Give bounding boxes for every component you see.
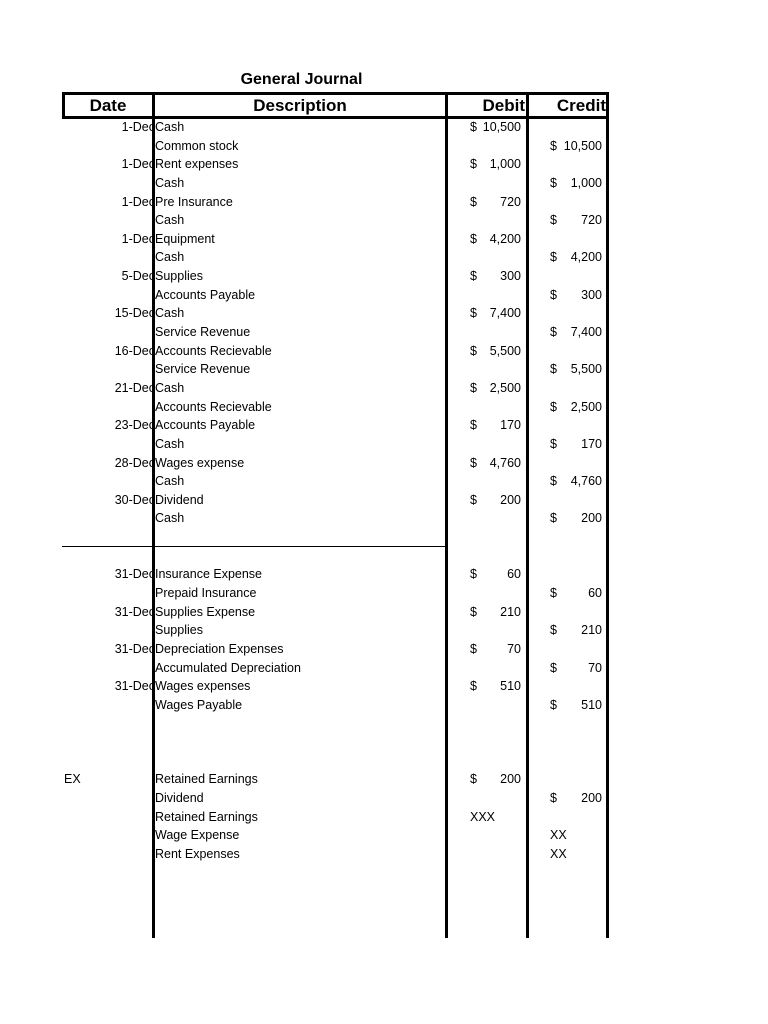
credit-currency: $ — [550, 287, 557, 302]
entry-description: Depreciation Expenses — [155, 641, 284, 656]
credit-amount: 210 — [581, 623, 602, 638]
credit-amount: 7,400 — [570, 325, 602, 340]
credit-currency: $ — [550, 399, 557, 414]
credit-amount: 4,760 — [570, 474, 602, 489]
debit-amount: 210 — [500, 604, 521, 619]
journal-row — [0, 155, 768, 174]
debit-amount: 510 — [500, 679, 521, 694]
debit-currency: $ — [470, 343, 477, 358]
entry-description: Dividend — [155, 492, 204, 507]
debit-currency: $ — [470, 306, 477, 321]
journal-row — [0, 677, 768, 696]
entry-description: Accumulated Depreciation — [155, 660, 301, 675]
journal-row — [0, 360, 768, 379]
credit-currency: $ — [550, 511, 557, 526]
credit-currency: $ — [550, 697, 557, 712]
journal-row — [0, 454, 768, 473]
journal-row — [0, 565, 768, 584]
entry-description: Cash — [155, 380, 185, 395]
entry-description: Cash — [155, 213, 185, 228]
debit-currency: $ — [470, 604, 477, 619]
debit-currency: $ — [470, 641, 477, 656]
credit-currency: $ — [550, 213, 557, 228]
entry-description: Equipment — [155, 231, 215, 246]
row-note: EX — [64, 772, 81, 787]
entry-description: Accounts Payable — [155, 418, 256, 433]
entry-description: Supplies — [155, 623, 203, 638]
entry-date: 31-Dec — [114, 679, 155, 694]
entry-description: Cash — [155, 436, 185, 451]
credit-amount: 170 — [581, 436, 602, 451]
entry-description: Prepaid Insurance — [155, 586, 257, 601]
credit-currency: $ — [550, 362, 557, 377]
date-header: Date — [89, 96, 127, 115]
journal-row — [0, 640, 768, 659]
entry-date: 31-Dec — [114, 641, 155, 656]
debit-currency: $ — [470, 455, 477, 470]
credit-currency: $ — [550, 436, 557, 451]
journal-title: General Journal — [240, 71, 363, 88]
journal-row — [0, 528, 768, 547]
entry-date: 30-Dec — [114, 492, 155, 507]
entry-description: Retained Earnings — [155, 772, 258, 787]
credit-currency: $ — [550, 660, 557, 675]
entry-description: Common stock — [155, 138, 239, 153]
credit-currency: $ — [550, 623, 557, 638]
credit-currency: $ — [550, 586, 557, 601]
debit-header: Debit — [482, 96, 525, 115]
journal-row — [0, 845, 768, 864]
journal-row — [0, 789, 768, 808]
debit-amount: 4,760 — [489, 455, 521, 470]
entry-description: Insurance Expense — [155, 567, 263, 582]
journal-row — [0, 770, 768, 789]
entry-description: Accounts Payable — [155, 287, 256, 302]
debit-amount: 70 — [507, 641, 521, 656]
entry-date: 5-Dec — [121, 269, 155, 284]
debit-amount: 170 — [500, 418, 521, 433]
entry-description: Cash — [155, 175, 185, 190]
credit-amount: 10,500 — [563, 138, 602, 153]
entry-date: 16-Dec — [114, 343, 155, 358]
entry-date: 31-Dec — [114, 567, 155, 582]
journal-row — [0, 752, 768, 771]
entry-date: 15-Dec — [114, 306, 155, 321]
debit-amount: 2,500 — [489, 380, 521, 395]
credit-amount: 60 — [588, 586, 602, 601]
journal-row — [0, 659, 768, 678]
debit-currency: $ — [470, 194, 477, 209]
entry-date: 21-Dec — [114, 380, 155, 395]
credit-amount: 200 — [581, 511, 602, 526]
journal-row — [0, 323, 768, 342]
description-header: Description — [253, 96, 347, 115]
entry-description: Supplies — [155, 269, 203, 284]
entry-description: Wages expense — [155, 455, 245, 470]
journal-row — [0, 211, 768, 230]
debit-currency: $ — [470, 231, 477, 246]
credit-amount: 5,500 — [570, 362, 602, 377]
debit-currency: $ — [470, 567, 477, 582]
journal-row — [0, 379, 768, 398]
credit-currency: $ — [550, 474, 557, 489]
journal-row — [0, 416, 768, 435]
section-separator — [62, 546, 447, 547]
debit-currency: $ — [470, 120, 477, 134]
credit-amount: 300 — [581, 287, 602, 302]
entry-description: Accounts Recievable — [155, 399, 272, 414]
debit-amount: 4,200 — [489, 231, 521, 246]
credit-amount: 70 — [588, 660, 602, 675]
debit-amount: 10,500 — [482, 120, 521, 134]
credit-amount: 510 — [581, 697, 602, 712]
entry-description: Wage Expense — [155, 828, 240, 843]
entry-description: Wages expenses — [155, 679, 251, 694]
debit-amount: 1,000 — [489, 157, 521, 172]
entry-date: 31-Dec — [114, 604, 155, 619]
entry-description: Cash — [155, 306, 185, 321]
journal-row — [0, 304, 768, 323]
entry-description: Cash — [155, 120, 185, 134]
entry-date: 28-Dec — [114, 455, 155, 470]
credit-header: Credit — [556, 96, 606, 115]
entry-date: 1-Dec — [121, 120, 155, 134]
credit-amount: 200 — [581, 791, 602, 806]
entry-description: Service Revenue — [155, 362, 251, 377]
entry-description: Accounts Recievable — [155, 343, 272, 358]
journal-row — [0, 193, 768, 212]
journal-row — [0, 137, 768, 156]
debit-amount: 200 — [500, 772, 521, 787]
debit-amount: 5,500 — [489, 343, 521, 358]
entry-description: Supplies Expense — [155, 604, 256, 619]
journal-row — [0, 509, 768, 528]
journal-row — [0, 696, 768, 715]
credit-currency: $ — [550, 175, 557, 190]
journal-row — [0, 472, 768, 491]
entry-description: Cash — [155, 250, 185, 265]
credit-amount: 2,500 — [570, 399, 602, 414]
credit-currency: $ — [550, 250, 557, 265]
entry-description: Service Revenue — [155, 325, 251, 340]
credit-amount: XX — [550, 828, 567, 843]
debit-currency: $ — [470, 269, 477, 284]
debit-amount: 60 — [507, 567, 521, 582]
debit-amount: 300 — [500, 269, 521, 284]
entry-description: Cash — [155, 474, 185, 489]
journal-row — [0, 584, 768, 603]
journal-row — [0, 286, 768, 305]
debit-currency: $ — [470, 492, 477, 507]
journal-row — [0, 808, 768, 827]
journal-row — [0, 174, 768, 193]
entry-date: 23-Dec — [114, 418, 155, 433]
entry-date: 1-Dec — [121, 231, 155, 246]
debit-amount: XXX — [470, 809, 496, 824]
journal-row — [0, 621, 768, 640]
debit-amount: 200 — [500, 492, 521, 507]
entry-description: Dividend — [155, 791, 204, 806]
journal-row — [0, 435, 768, 454]
journal-row — [0, 826, 768, 845]
credit-amount: 720 — [581, 213, 602, 228]
entry-description: Rent Expenses — [155, 846, 240, 861]
journal-row — [0, 342, 768, 361]
journal-row — [0, 267, 768, 286]
journal-row — [0, 398, 768, 417]
journal-row — [0, 715, 768, 734]
entry-description: Cash — [155, 511, 185, 526]
journal-row — [0, 248, 768, 267]
credit-amount: XX — [550, 846, 567, 861]
entry-description: Retained Earnings — [155, 809, 258, 824]
journal-row — [0, 603, 768, 622]
journal-row — [0, 491, 768, 510]
entry-description: Rent expenses — [155, 157, 239, 172]
entry-description: Wages Payable — [155, 697, 243, 712]
journal-row — [0, 733, 768, 752]
journal-row — [0, 118, 768, 137]
debit-currency: $ — [470, 380, 477, 395]
credit-currency: $ — [550, 791, 557, 806]
entry-date: 1-Dec — [121, 157, 155, 172]
debit-amount: 720 — [500, 194, 521, 209]
credit-currency: $ — [550, 138, 557, 153]
debit-amount: 7,400 — [489, 306, 521, 321]
debit-currency: $ — [470, 679, 477, 694]
entry-date: 1-Dec — [121, 194, 155, 209]
debit-currency: $ — [470, 772, 477, 787]
debit-currency: $ — [470, 157, 477, 172]
journal-row — [0, 230, 768, 249]
credit-amount: 1,000 — [570, 175, 602, 190]
credit-currency: $ — [550, 325, 557, 340]
entry-description: Pre Insurance — [155, 194, 233, 209]
credit-amount: 4,200 — [570, 250, 602, 265]
journal-row — [0, 547, 768, 566]
debit-currency: $ — [470, 418, 477, 433]
journal-entries — [0, 118, 768, 864]
